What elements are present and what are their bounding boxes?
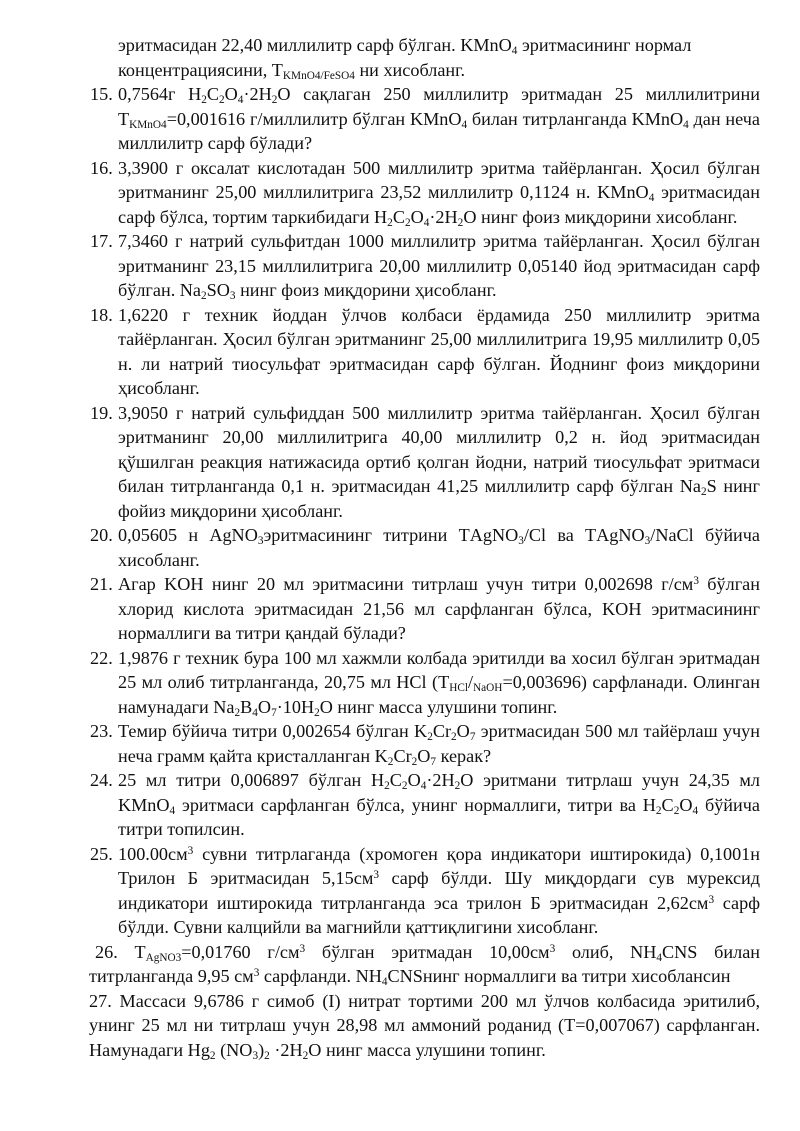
problem-17 <box>91 229 760 303</box>
problem-text: 25 мл титри 0,006897 бўлган $H_2C_2O_4\cdot 2H_2O$ эритмани титрлаш учун 24,35 мл KMnO$_4$ эритмаси сарфланган бўлса, унинг нормаллиги, титри ва $H_2C_2O_4$ бўйича титри топилсин. <box>118 770 761 839</box>
problem-number: 24. <box>90 770 113 790</box>
problem-text: $100.00см^3$ сувни титрлаганда (хромоген қора индикатори иштирокида) 0,1001н Трилон Б эритмасидан $5,15см^3$ сарф бўлди. Шу миқдордаги сув мурексид индикатори иштирокида титрланганда эса трилон Б эритмасидан $2,62см^3$ сарф бўлди. Сувни калцийли ва магнийли қаттиқлигини хисобланг. <box>118 843 761 937</box>
problem-24 <box>91 768 760 842</box>
problem-text: Агар KOH нинг 20 мл эритмасини титрлаш учун титри 0,002698 $г/см^3$ бўлган хлорид кислота эритмасидан 21,56 мл сарфланган бўлса, KOH эритмасининг нормаллиги ва титри қандай бўлади? <box>118 574 760 643</box>
problem-19 <box>91 401 760 524</box>
problem-number: 19. <box>90 402 113 423</box>
problem-text: 0,7564г $Н_2С_2О_4\cdot 2Н_2О$ сақлаган 250 миллилитр эритмадан 25 миллилитрини $Т_{KMnO4}=0,001616$ г/миллилитр бўлган KMnO$_4$ билан титрланганда KMnO$_4$ дан неча миллилитр сарф бўлади? <box>118 84 760 153</box>
problem-text: 3,3900 г оксалат кислотадан 500 миллилитр эритма тайёрланган. Ҳосил бўлган эритманинг 25,00 миллилитрига 23,52 миллилитр 0,1124 н. KMnO$_4$ эритмасидан сарф бўлса, тортим таркибидаги $Н_2С_2О_4\cdot 2Н_2О$ нинг фоиз миқдорини хисобланг. <box>118 157 760 229</box>
problem-26 <box>89 940 760 989</box>
intro-sub-1: 4 <box>511 44 518 57</box>
problem-23 <box>91 719 760 768</box>
problem-number: 22. <box>90 647 113 668</box>
problem-18 <box>91 303 760 401</box>
problem-27 <box>89 989 760 1063</box>
intro-text-1: эритмасидан 22,40 миллилитр сарф бўлган. KMnO <box>118 35 512 55</box>
problem-number: 25. <box>90 843 113 864</box>
problem-text: 7,3460 г натрий сульфитдан 1000 миллилитр эритма тайёрланган. Ҳосил бўлган эритманинг 23,15 миллилитрига 20,00 миллилитр 0,05140 йод эритмасидан сарф бўлган. $Na_2SO_3$ нинг фоиз миқдорини ҳисобланг. <box>118 231 760 302</box>
problem-number: 15. <box>90 84 113 104</box>
problem-number: 21. <box>90 574 113 594</box>
problem-number: 18. <box>90 304 113 325</box>
problem-text: $Т_{AgNO3}=0,01760$ $г/см^3$ бўлган эритмадан $10,00см^3$ олиб, $NH_4CNS$ билан титрланганда 9,95 $см^3$ сарфланди. $NH_4CNSнинг$ нормаллиги ва титри хисоблансин <box>89 941 761 988</box>
problem-text: 3,9050 г натрий сульфиддан 500 миллилитр эритма тайёрланган. Ҳосил бўлган эритманинг 20,00 миллилитрига 40,00 миллилитр 0,2 н. йод эритмасидан қўшилган реакция натижасида ортиб қолган йодни, натрий тиосульфат эритмаси билан титрланганда 0,1 н. эритмасидан 41,25 миллилитр сарф бўлган $Na_2S$ нинг фойиз миқдорини ҳисобланг. <box>118 402 761 521</box>
problem-22 <box>91 646 760 720</box>
problem-number: 26. <box>95 941 118 962</box>
problem-text: 1,6220 г техник йоддан ўлчов колбаси ёрдамида 250 миллилитр эритма тайёрланган. Ҳосил бўлган эритманинг 25,00 миллилитрига 19,95 миллилитр 0,05 н. ли натрий тиосульфат эритмасидан сарф бўлган. Йоднинг фоиз миқдорини ҳисобланг. <box>118 304 760 398</box>
intro-text-2: эритмасининг нормал <box>517 35 692 55</box>
problem-15 <box>91 82 760 156</box>
problem-number: 27. <box>89 990 112 1011</box>
problem-number: 16. <box>90 157 113 178</box>
intro-sub-2: KMnO4/FeSO4 <box>282 69 355 82</box>
problem-text: 0,05605 н AgNO$_3$эритмасининг титрини ТAgNO$_3$/Cl ва ТAgNO$_3$/NaCl бўйича хисобланг. <box>118 525 761 570</box>
problem-text: 1,9876 г техник бура 100 мл хажмли колбада эритилди ва хосил бўлган эритмадан 25 мл олиб титрланганда, 20,75 мл HCl $(Т_{HCl}/_{NaOH}=0,003696)$ сарфланади. Олинган намунадаги $Na_2B_4O_7\cdot 10H_2O$ нинг масса улушини топинг. <box>118 647 760 719</box>
intro-text-4: ни хисобланг. <box>354 59 466 80</box>
problem-number: 20. <box>90 525 113 545</box>
problem-16 <box>91 156 760 230</box>
problem-20 <box>91 523 760 572</box>
problem-number: 23. <box>90 721 113 741</box>
problem-text: Темир бўйича титри 0,002654 бўлган $K_2Cr_2O_7$ эритмасидан 500 мл тайёрлаш учун неча грамм қайта кристалланган $K_2Cr_2O_7$ керак? <box>118 721 760 768</box>
intro-text-3: концентрациясини, Т <box>118 59 283 80</box>
problem-number: 17. <box>90 231 113 251</box>
problem-21 <box>91 572 760 646</box>
problem-text: Массаси 9,6786 г симоб (I) нитрат тортими 200 мл ўлчов колбасида эритилиб, унинг 25 мл ни титрлаш учун 28,98 мл аммоний роданид (Т=0,007067) сарфланган. Намунадаги $Hg_2$ $(NO_3)_2 \cdot 2H_2O$ нинг масса улушини топинг. <box>89 990 760 1062</box>
problem-25 <box>91 842 760 940</box>
intro-paragraph <box>91 33 760 82</box>
